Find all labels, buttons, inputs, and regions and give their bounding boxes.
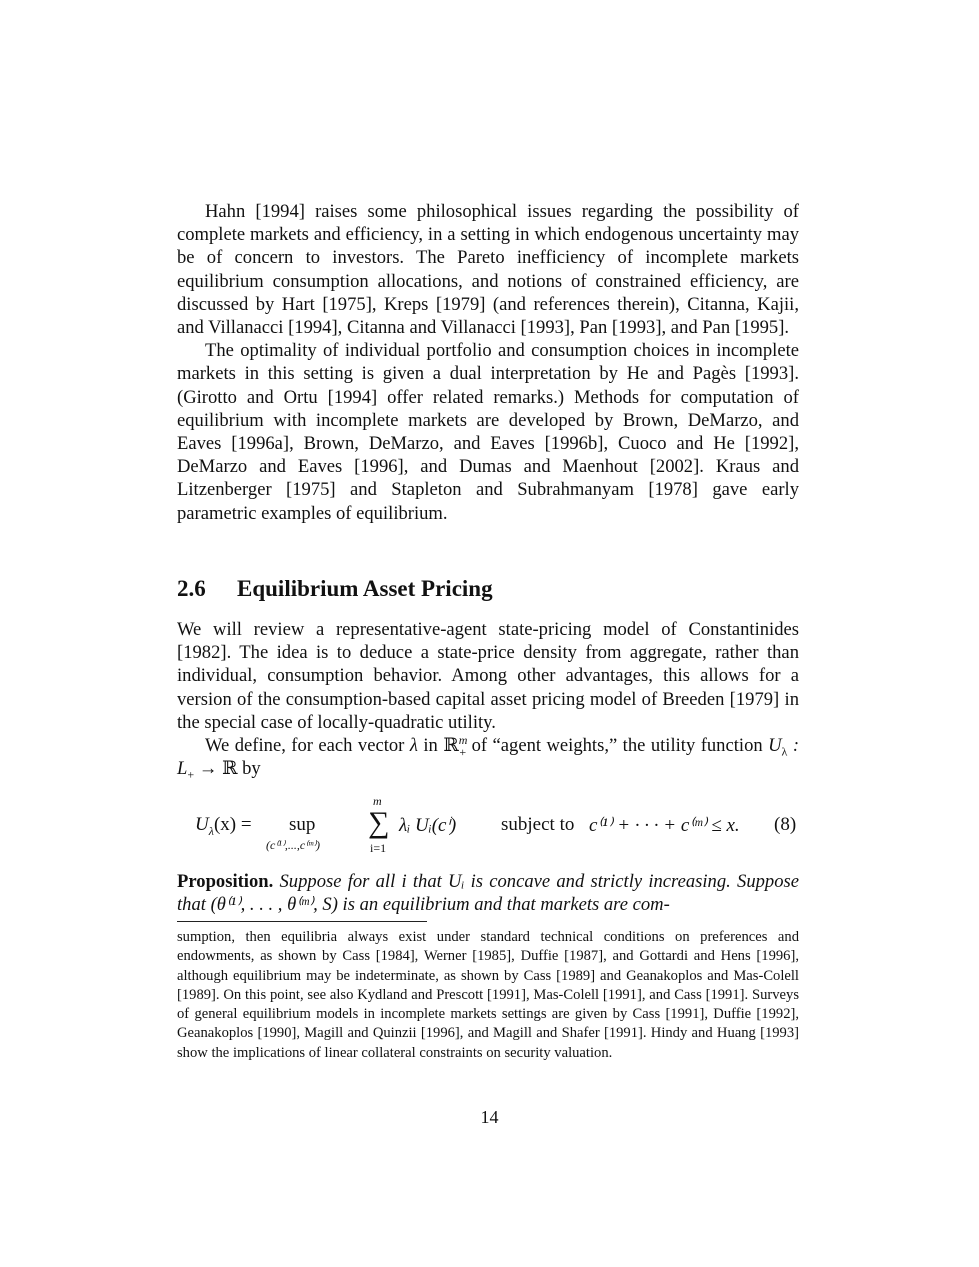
- eq-sum: ∑: [368, 806, 390, 839]
- define-paragraph: We define, for each vector λ in ℝ$^m_+$ of “agent weights,” the utility function $U_\lambda$ : $L_+$ → ℝ by: [177, 732, 800, 782]
- eq-subject: subject to: [501, 814, 575, 835]
- equation-8: [177, 794, 799, 858]
- section-number: 2.6: [177, 576, 206, 601]
- eq-constraint: c⁽¹⁾ + · · · + c⁽ᵐ⁾ ≤ x.: [589, 815, 740, 836]
- eq-sum-top: m: [373, 794, 382, 808]
- section-title: Equilibrium Asset Pricing: [237, 576, 493, 601]
- eq-number: (8): [774, 814, 797, 835]
- body-text: [177, 200, 799, 525]
- section-body: [177, 618, 799, 780]
- paragraph-2: The optimality of individual portfolio and consumption choices in incomplete markets in this setting is given a dual interpretation by He and Pagès [1993]. (Girotto and Ortu [1994] offer related remarks.) Methods for computation of equilibrium with incomplete markets are developed by Brown, DeMarzo, and Eaves [1996a], Brown, DeMarzo, and Eaves [1996b], Cuoco and He [1992], DeMarzo and Eaves [1996], and Dumas and Maenhout [2002]. Kraus and Litzenberger [1975] and Stapleton and Subrahmanyam [1978] gave early parametric examples of equilibrium.: [177, 340, 799, 524]
- section-heading: [177, 576, 493, 602]
- proposition-lead: Proposition.: [177, 871, 274, 892]
- paragraph-1: Hahn [1994] raises some philosophical issues regarding the possibility of complete markets and efficiency, in a setting in which endogenous uncertainty may be of concern to investors. The Pareto inefficiency of incomplete markets equilibrium consumption allocations, and notions of constrained efficiency, are discussed by Hart [1975], Kreps [1979] (and references therein), Citanna, Kajii, and Villanacci [1994], Citanna and Villanacci [1993], Pan [1993], and Pan [1995].: [177, 201, 799, 339]
- footnote: sumption, then equilibria always exist under standard technical conditions on preferences and endowments, as shown by Cass [1984], Werner [1985], Duffie [1987], and Gottardi and Hens [1996], although equilibrium may be indeterminate, as shown by Cass [1989] and Geanakoplos and Mas-Colell [1989]. On this point, see also Kydland and Prescott [1991], Mas-Colell [1991], and Cass [1991]. Surveys of general equilibrium models in incomplete markets settings are given by Cass [1991], Duffie [1992], Geanakoplos [1990], Magill and Quinzii [1996], and Magill and Shafer [1991]. Hindy and Huang [1993] show the implications of linear collateral constraints on security valuation.: [177, 929, 799, 1061]
- footnote-rule: [177, 921, 427, 922]
- eq-sum-bottom: i=1: [370, 841, 387, 855]
- eq-sup: sup: [289, 814, 316, 835]
- proposition: [177, 870, 799, 916]
- page-number: 14: [480, 1107, 499, 1127]
- eq-term: λᵢ Uᵢ(cⁱ): [399, 815, 457, 836]
- proposition-body: Suppose for all i that Uᵢ is concave and strictly increasing. Suppose that (θ⁽¹⁾, . . . , θ⁽ᵐ⁾, S) is an equilibrium and that markets are com-: [177, 871, 799, 916]
- section-paragraph-1: We will review a representative-agent state-pricing model of Constantinides [1982]. The idea is to deduce a state-price density from aggregate, rather than individual, consumption behavior. Among other advantages, this allows for a version of the consumption-based capital asset pricing model of Breeden [1979] in the special case of locally-quadratic utility.: [177, 619, 799, 733]
- eq-lhs: $U_\lambda(x)$ =: [195, 814, 252, 838]
- eq-sup-subscript: (c⁽¹⁾,...,c⁽ᵐ⁾): [266, 838, 321, 852]
